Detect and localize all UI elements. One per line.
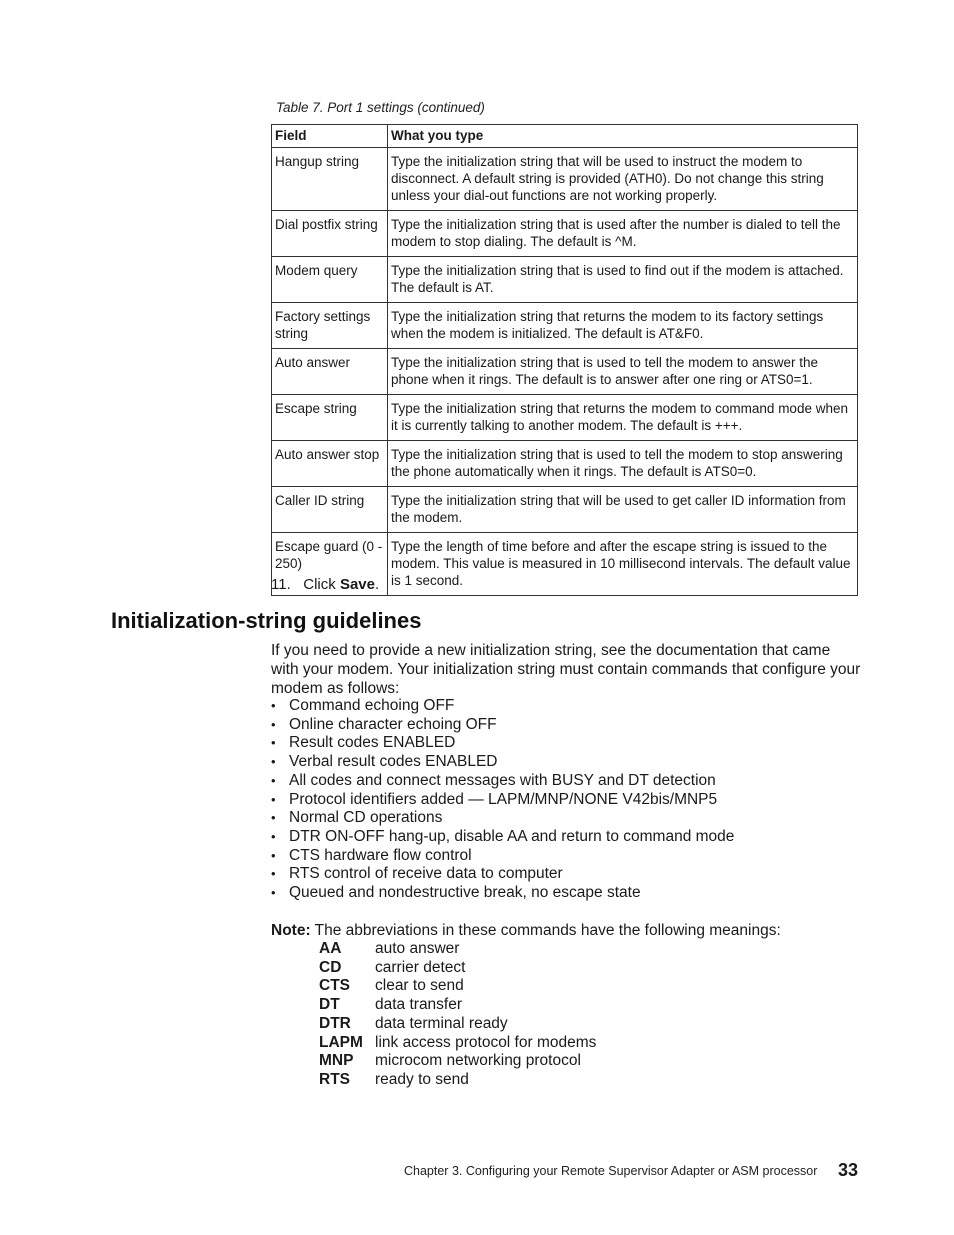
requirements-list: [271, 697, 734, 903]
list-item: • Command echoing OFF: [271, 697, 734, 716]
field-name: Dial postfix string: [272, 211, 388, 257]
abbreviation-row: [319, 1052, 596, 1071]
abbreviation-meaning: auto answer: [375, 940, 460, 957]
column-header-what-you-type: What you type: [388, 125, 858, 148]
list-item: • Verbal result codes ENABLED: [271, 753, 734, 772]
abbreviation-meaning: clear to send: [375, 977, 464, 995]
list-item: • CTS hardware flow control: [271, 847, 734, 866]
column-header-field: Field: [272, 125, 388, 148]
note-text: The abbreviations in these commands have the following meanings:: [314, 922, 781, 939]
abbreviation-row: [319, 959, 596, 978]
field-description: Type the initialization string that returns the modem to command mode when it is currently talking to another modem. The default is +++.: [388, 395, 858, 441]
field-name: Escape guard (0 - 250): [272, 533, 388, 596]
field-name: Caller ID string: [272, 487, 388, 533]
abbreviation-term: DTR: [319, 1014, 351, 1032]
step-click-save: [271, 576, 379, 593]
note: [271, 921, 781, 940]
footer-chapter: Chapter 3. Configuring your Remote Supervisor Adapter or ASM processor: [404, 1164, 818, 1178]
abbreviation-row: [319, 996, 596, 1015]
table-row: [272, 349, 858, 395]
list-item: • Protocol identifiers added — LAPM/MNP/NONE V42bis/MNP5: [271, 791, 734, 810]
note-label: Note:: [271, 922, 311, 939]
table-row: [272, 441, 858, 487]
step-number: 11.: [271, 576, 291, 593]
list-item: • Result codes ENABLED: [271, 734, 734, 753]
table-header-row: [272, 125, 858, 148]
abbreviation-row: [319, 1071, 596, 1090]
field-description: Type the initialization string that is used to find out if the modem is attached. The default is AT.: [388, 257, 858, 303]
field-name: Factory settings string: [272, 303, 388, 349]
table-row: [272, 211, 858, 257]
abbreviation-term: CD: [319, 958, 342, 976]
abbreviation-term: RTS: [319, 1070, 350, 1088]
field-name: Modem query: [272, 257, 388, 303]
field-description: Type the initialization string that is used to tell the modem to answer the phone when it rings. The default is to answer after one ring or ATS0=1.: [388, 349, 858, 395]
abbreviation-term: DT: [319, 996, 340, 1014]
abbreviation-term: MNP: [319, 1052, 354, 1070]
step-suffix: .: [374, 576, 380, 593]
abbreviation-term: LAPM: [319, 1033, 363, 1051]
list-item: • DTR ON-OFF hang-up, disable AA and return to command mode: [271, 828, 734, 847]
abbreviation-list: [319, 940, 596, 1090]
field-description: Type the initialization string that is used after the number is dialed to tell the modem to stop dialing. The default is ^M.: [388, 211, 858, 257]
abbreviation-term: CTS: [319, 977, 350, 995]
abbreviation-meaning: ready to send: [375, 1070, 469, 1088]
table-row: [272, 148, 858, 211]
field-description: Type the length of time before and after the escape string is issued to the modem. This value is measured in 10 millisecond intervals. The default value is 1 second.: [388, 533, 858, 596]
list-item: • All codes and connect messages with BUSY and DT detection: [271, 772, 734, 791]
abbreviation-row: [319, 1015, 596, 1034]
table-caption: Table 7. Port 1 settings (continued): [276, 100, 485, 115]
list-item: • Online character echoing OFF: [271, 716, 734, 735]
table-row: [272, 257, 858, 303]
field-description: Type the initialization string that will be used to get caller ID information from the modem.: [388, 487, 858, 533]
field-name: Escape string: [272, 395, 388, 441]
abbreviation-meaning: data terminal ready: [375, 1014, 508, 1032]
page-number: 33: [838, 1160, 859, 1180]
step-action-save: Save: [339, 576, 375, 593]
port-settings-table: [271, 124, 858, 596]
field-name: Auto answer: [272, 349, 388, 395]
abbreviation-row: [319, 977, 596, 996]
field-description: Type the initialization string that returns the modem to its factory settings when the modem is initialized. The default is AT&F0.: [388, 303, 858, 349]
list-item: • RTS control of receive data to computer: [271, 865, 734, 884]
list-item: • Queued and nondestructive break, no escape state: [271, 884, 734, 903]
abbreviation-meaning: data transfer: [375, 996, 463, 1014]
table-row: [272, 395, 858, 441]
abbreviation-row: [319, 940, 596, 959]
step-prefix: Click: [303, 576, 336, 593]
abbreviation-term: AA: [319, 940, 342, 957]
field-name: Auto answer stop: [272, 441, 388, 487]
abbreviation-meaning: microcom networking protocol: [375, 1052, 581, 1070]
abbreviation-meaning: carrier detect: [375, 958, 466, 976]
table-row: [272, 303, 858, 349]
abbreviation-row: [319, 1034, 596, 1053]
abbreviation-meaning: link access protocol for modems: [375, 1033, 597, 1051]
field-description: Type the initialization string that will be used to instruct the modem to disconnect. A default string is provided (ATH0). Do not change this string unless your dial-out functions are not working properly.: [388, 148, 858, 211]
section-intro: If you need to provide a new initialization string, see the documentation that came with your modem. Your initialization string must contain commands that configure your modem as follows:: [271, 642, 861, 697]
section-title: Initialization-string guidelines: [111, 608, 422, 633]
field-description: Type the initialization string that is used to tell the modem to stop answering the phone automatically when it rings. The default is ATS0=0.: [388, 441, 858, 487]
table-row: [272, 487, 858, 533]
field-name: Hangup string: [272, 148, 388, 211]
list-item: • Normal CD operations: [271, 809, 734, 828]
